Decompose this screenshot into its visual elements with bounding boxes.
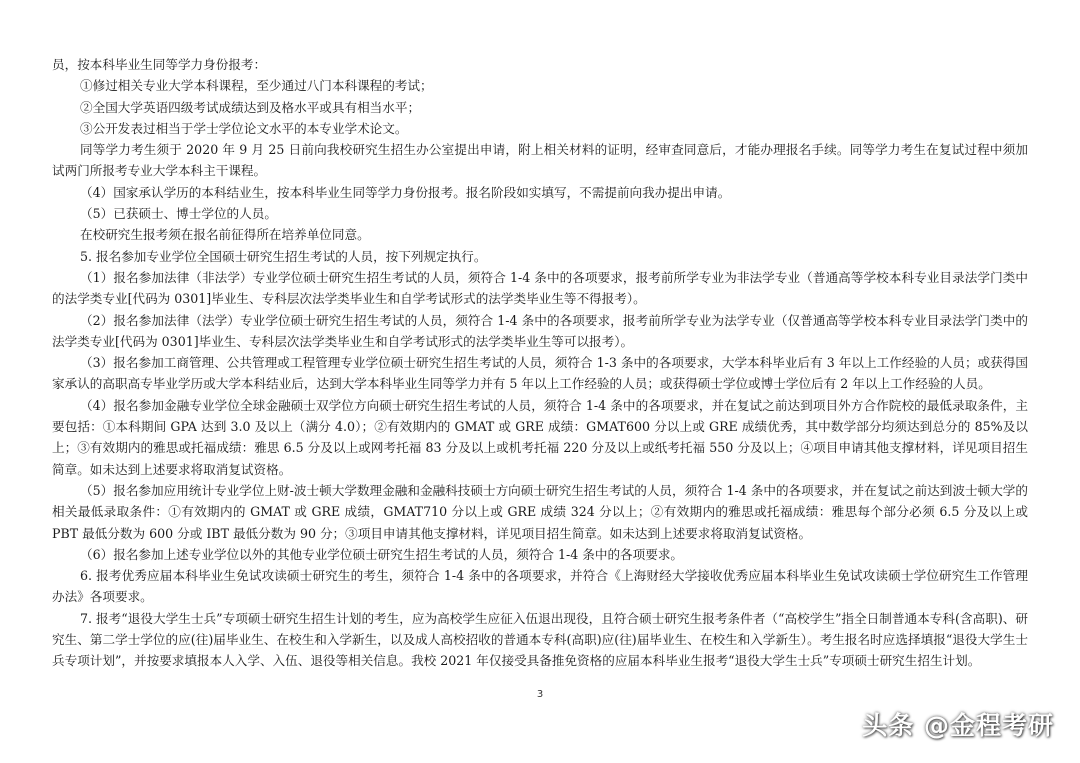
list-item: ②全国大学英语四级考试成绩达到及格水平或具有相当水平； (80, 99, 421, 115)
page-number: 3 (536, 689, 544, 700)
section-heading: 6. 报考优秀应届本科毕业生免试攻读硕士研究生的考生，须符合 1-4 条中的各项要求，并符合《上海财经大学接收优秀应届本科毕业生免试攻读硕士学位研究生工作管理办法》各项要求。 (52, 568, 1028, 605)
section-heading: 5. 报名参加专业学位全国硕士研究生招生考试的人员，按下列规定执行。 (80, 248, 487, 264)
paragraph: 同等学力考生须于 2020 年 9 月 25 日前向我校研究生招生办公室提出申请，附上相关材料的证明，经审查同意后，才能办理报名手续。同等学力考生在复试过程中须加试两门所报考专业大学本科主干课程。 (52, 142, 1028, 179)
paragraph: （6）报名参加上述专业学位以外的其他专业学位硕士研究生招生考试的人员，须符合 1-4 条中的各项要求。 (80, 546, 684, 562)
paragraph: （5）报名参加应用统计专业学位上财-波士顿大学数理金融和金融科技硕士方向硕士研究生招生考试的人员，须符合 1-4 条中的各项要求，并在复试之前达到波士顿大学的相关最低录取条件：①有效期内的 GMAT 或 GRE 成绩，GMAT710 分以上或 GRE 成绩 324 分以上；②有效期内的雅思或托福成绩：雅思每个部分必须 6.5 分及以上或 PBT 最低分数为 600 分或 IBT 最低分数为 90 分；③项目申请其他支撑材料，详见项目招生简章。如未达到上述要求将取消复试资格。 (52, 482, 1028, 541)
paragraph: （1）报名参加法律（非法学）专业学位硕士研究生招生考试的人员，须符合 1-4 条中的各项要求，报考前所学专业为非法学专业（普通高等学校本科专业目录法学门类中的法学类专业[代码为 0301]毕业生、专科层次法学类毕业生和自学考试形式的法学类毕业生等不得报考）。 (52, 269, 1028, 307)
section-heading: 7. 报考“退役大学生士兵”专项硕士研究生招生计划的考生，应为高校学生应征入伍退出现役，且符合硕士研究生报考条件者（“高校学生”指全日制普通本专科(含高职)、研究生、第二学士学位的应(往)届毕业生、在校生和入学新生，以及成人高校招收的普通本专科(高职)应(往)届毕业生、在校生和入学新生）。考生报名时应选择填报“退役大学生士兵专项计划”，并按要求填报本人入学、入伍、退役等相关信息。我校 2021 年仅接受具备推免资格的应届本科毕业生报考“退役大学生士兵”专项硕士研究生招生计划。 (52, 610, 1028, 669)
paragraph: 在校研究生报考须在报名前征得所在培养单位同意。 (80, 227, 370, 243)
paragraph: （2）报名参加法律（法学）专业学位硕士研究生招生考试的人员，须符合 1-4 条中的各项要求，报考前所学专业为法学专业（仅普通高等学校本科专业目录法学门类中的法学类专业[代码为 0301]毕业生、专科层次法学类毕业生和自学考试形式的法学类毕业生等可以报考）。 (52, 312, 1028, 349)
paragraph: （4）国家承认学历的本科结业生，按本科毕业生同等学力身份报考。报名阶段如实填写，不需提前向我办提出申请。 (80, 184, 731, 200)
list-item: ①修过相关专业大学本科课程，至少通过八门本科课程的考试； (80, 78, 433, 94)
watermark: 头条 @金程考研 (862, 711, 1054, 740)
paragraph: （5）已获硕士、博士学位的人员。 (80, 206, 277, 222)
document-body (52, 54, 1028, 672)
paragraph: 员，按本科毕业生同等学力身份报考： (52, 57, 267, 72)
list-item: ③公开发表过相当于学士学位论文水平的本专业学术论文。 (80, 120, 408, 136)
paragraph: （4）报名参加金融专业学位全球金融硕士双学位方向硕士研究生招生考试的人员，须符合 1-4 条中的各项要求，并在复试之前达到项目外方合作院校的最低录取条件，主要包括：①本科期间 GPA 达到 3.0 及以上（满分 4.0）；②有效期内的 GMAT 或 GRE 成绩：GMAT600 分以上或 GRE 成绩优秀，其中数学部分均须达到总分的 85%及以上；③有效期内的雅思或托福成绩：雅思 6.5 分及以上或网考托福 83 分及以上或机考托福 220 分及以上或纸考托福 550 分及以上；④项目申请其他支撑材料，详见项目招生简章。如未达到上述要求将取消复试资格。 (52, 397, 1028, 477)
paragraph: （3）报名参加工商管理、公共管理或工程管理专业学位硕士研究生招生考试的人员，须符合 1-3 条中的各项要求，大学本科毕业后有 3 年以上工作经验的人员；或获得国家承认的高职高专毕业学历或大学本科结业后，达到大学本科毕业生同等学力并有 5 年以上工作经验的人员；或获得硕士学位或博士学位后有 2 年以上工作经验的人员。 (52, 355, 1028, 392)
